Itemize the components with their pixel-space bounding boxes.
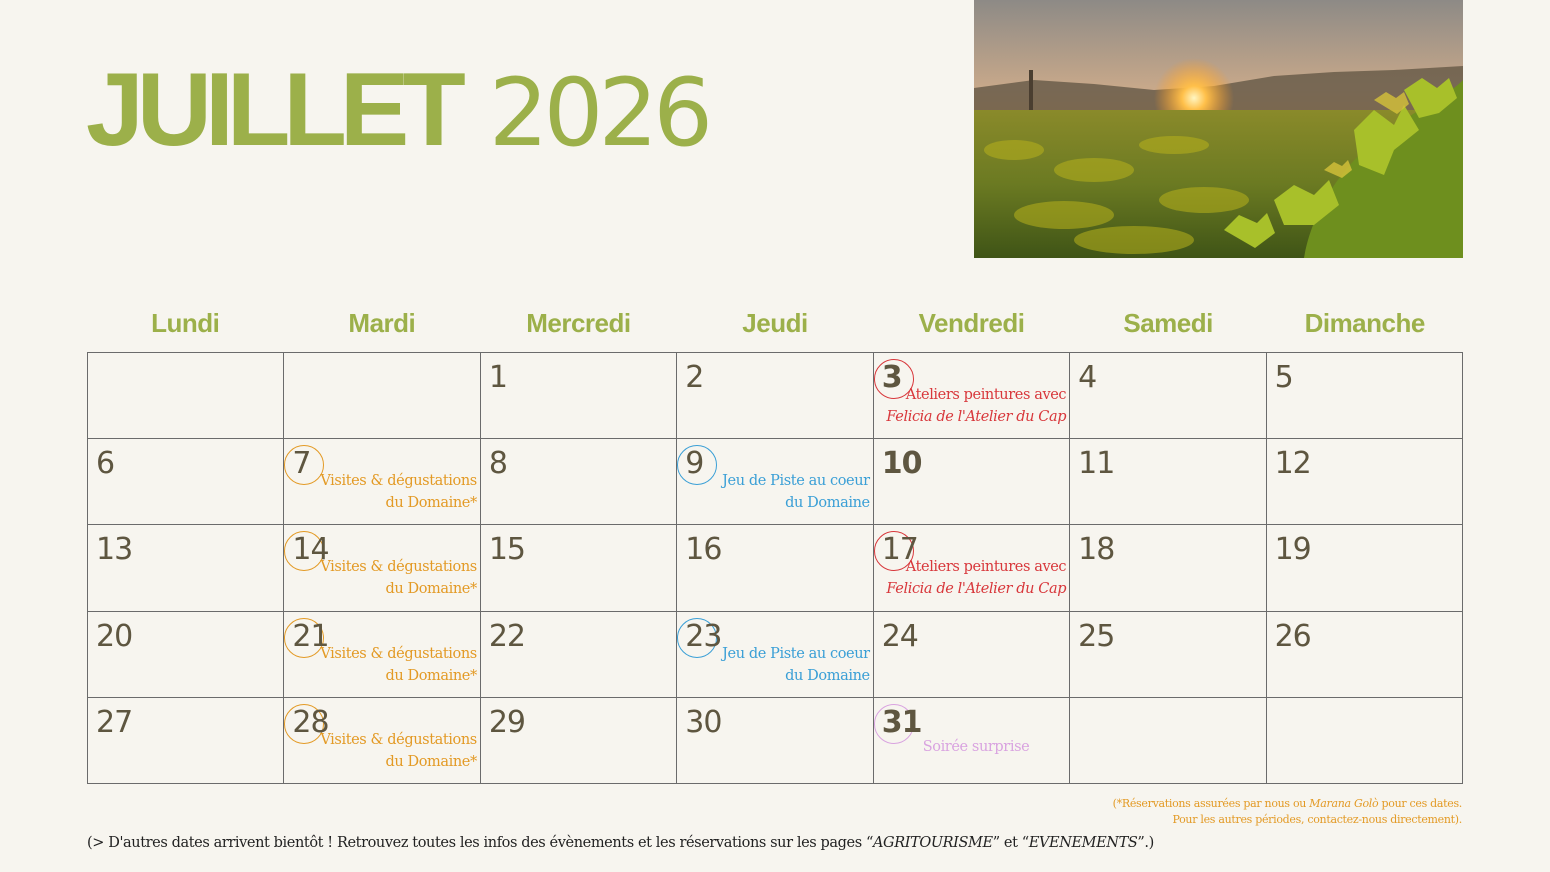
day-number: 20 [96, 618, 133, 654]
day-number: 14 [292, 532, 329, 568]
weekday-samedi: Samedi [1123, 308, 1213, 338]
calendar-cell [88, 353, 284, 439]
note-line1-post: pour ces dates. [1378, 797, 1462, 810]
calendar-cell [677, 353, 873, 439]
weekday-lundi: Lundi [151, 308, 220, 338]
day-number: 17 [881, 532, 918, 568]
day-number: 19 [1274, 532, 1311, 568]
calendar-cell [284, 525, 480, 611]
calendar-cell [1267, 353, 1463, 439]
calendar-cell [677, 525, 873, 611]
calendar-cell [1070, 439, 1266, 525]
calendar-cell [1070, 525, 1266, 611]
calendar-cell [677, 698, 873, 784]
day-number: 31 [881, 704, 922, 740]
day-number: 22 [488, 618, 526, 654]
weekday-dimanche: Dimanche [1304, 308, 1425, 338]
event-label [886, 384, 1066, 428]
event-line2: Felicia de l'Atelier du Cap [886, 581, 1067, 598]
day-number: 11 [1078, 446, 1115, 482]
event-line1: Visites & dégustations [320, 559, 477, 576]
calendar-cell [284, 698, 480, 784]
event-line1: Visites & dégustations [320, 645, 477, 662]
event-line2: du Domaine* [385, 581, 477, 598]
calendar-cell [88, 439, 284, 525]
day-number: 25 [1078, 618, 1115, 654]
calendar-title [86, 52, 709, 168]
day-number: 27 [96, 704, 133, 740]
day-number: 30 [685, 704, 722, 740]
calendar-cell [677, 612, 873, 698]
day-number: 1 [488, 360, 507, 395]
weekday-mercredi: Mercredi [526, 308, 631, 338]
day-number: 13 [96, 532, 133, 568]
event-line2: du Domaine* [385, 667, 477, 684]
calendar-cell [481, 525, 677, 611]
day-number: 18 [1078, 532, 1115, 568]
calendar-cell [284, 439, 480, 525]
calendar-cell [88, 612, 284, 698]
calendar-cell [1267, 698, 1463, 784]
calendar-cell [1070, 353, 1266, 439]
event-line1: Soirée surprise [922, 738, 1030, 755]
calendar-cell [1267, 525, 1463, 611]
event-label [320, 729, 476, 773]
calendar-grid [87, 352, 1463, 784]
event-label [886, 556, 1066, 600]
weekday-vendredi: Vendredi [918, 308, 1025, 338]
footer-text [87, 835, 1154, 851]
event-label [923, 736, 1030, 758]
event-line1: Visites & dégustations [320, 731, 477, 748]
vineyard-sunset-image [974, 0, 1463, 258]
footer-page-agritourisme: AGRITOURISME [872, 835, 993, 851]
day-number: 12 [1274, 446, 1311, 482]
calendar-cell [88, 525, 284, 611]
calendar-cell [677, 439, 873, 525]
weekday-jeudi: Jeudi [742, 308, 808, 338]
calendar-cell [88, 698, 284, 784]
calendar-cell [481, 353, 677, 439]
day-number: 9 [685, 446, 704, 482]
calendar-cell [481, 612, 677, 698]
event-label [722, 643, 870, 687]
footer-page-evenements: EVENEMENTS [1028, 835, 1138, 851]
note-partner-name: Marana Golò [1309, 797, 1379, 810]
day-number: 7 [292, 446, 311, 482]
event-label [320, 556, 476, 600]
day-number: 5 [1274, 360, 1293, 395]
note-line2: Pour les autres périodes, contactez-nous directement). [1172, 813, 1462, 826]
event-line2: du Domaine* [385, 753, 477, 770]
event-line1: Jeu de Piste au coeur [722, 645, 870, 662]
event-line1: Ateliers peintures avec [905, 559, 1067, 576]
day-number: 26 [1274, 618, 1311, 654]
event-line1: Jeu de Piste au coeur [722, 473, 870, 490]
calendar-cell [874, 439, 1070, 525]
footer-pre: (> D'autres dates arrivent bientôt ! Retrouvez toutes les infos des évènements et les réservations sur les pages “ [87, 835, 873, 851]
reservation-note [1113, 796, 1462, 828]
event-label [320, 470, 476, 514]
day-number: 15 [488, 532, 526, 568]
event-label [320, 643, 476, 687]
weekday-header [87, 308, 1463, 352]
day-number: 2 [685, 360, 704, 395]
year-label: 2026 [488, 59, 709, 168]
footer-mid: ” et “ [992, 835, 1029, 851]
event-line1: Ateliers peintures avec [905, 387, 1067, 403]
footer-post: ”.) [1137, 835, 1154, 851]
day-number: 6 [96, 446, 115, 482]
calendar-cell [284, 353, 480, 439]
day-number: 16 [685, 532, 722, 568]
day-number: 4 [1078, 360, 1097, 395]
calendar-cell [874, 698, 1070, 784]
calendar-cell [284, 612, 480, 698]
note-line1-pre: (*Réservations assurées par nous ou [1112, 797, 1310, 810]
day-number: 23 [685, 618, 722, 654]
calendar-cell [1070, 698, 1266, 784]
event-line2: du Domaine [785, 667, 870, 684]
day-number: 24 [881, 618, 918, 654]
day-number: 29 [488, 704, 526, 740]
day-number: 10 [881, 446, 922, 482]
day-number: 8 [488, 446, 507, 482]
calendar-cell [481, 439, 677, 525]
event-label [722, 470, 870, 514]
month-label: JUILLET [86, 52, 459, 168]
calendar-cell [874, 612, 1070, 698]
weekday-mardi: Mardi [348, 308, 416, 338]
calendar-cell [1267, 439, 1463, 525]
event-line2: du Domaine [785, 495, 870, 512]
calendar-cell [874, 525, 1070, 611]
calendar-cell [1070, 612, 1266, 698]
day-number: 28 [292, 704, 329, 740]
day-number: 21 [292, 618, 329, 654]
calendar-cell [874, 353, 1070, 439]
day-number: 3 [881, 360, 902, 395]
calendar-cell [481, 698, 677, 784]
event-line1: Visites & dégustations [320, 473, 477, 490]
event-line2: du Domaine* [385, 495, 477, 512]
event-line2: Felicia de l'Atelier du Cap [886, 409, 1067, 425]
calendar-cell [1267, 612, 1463, 698]
